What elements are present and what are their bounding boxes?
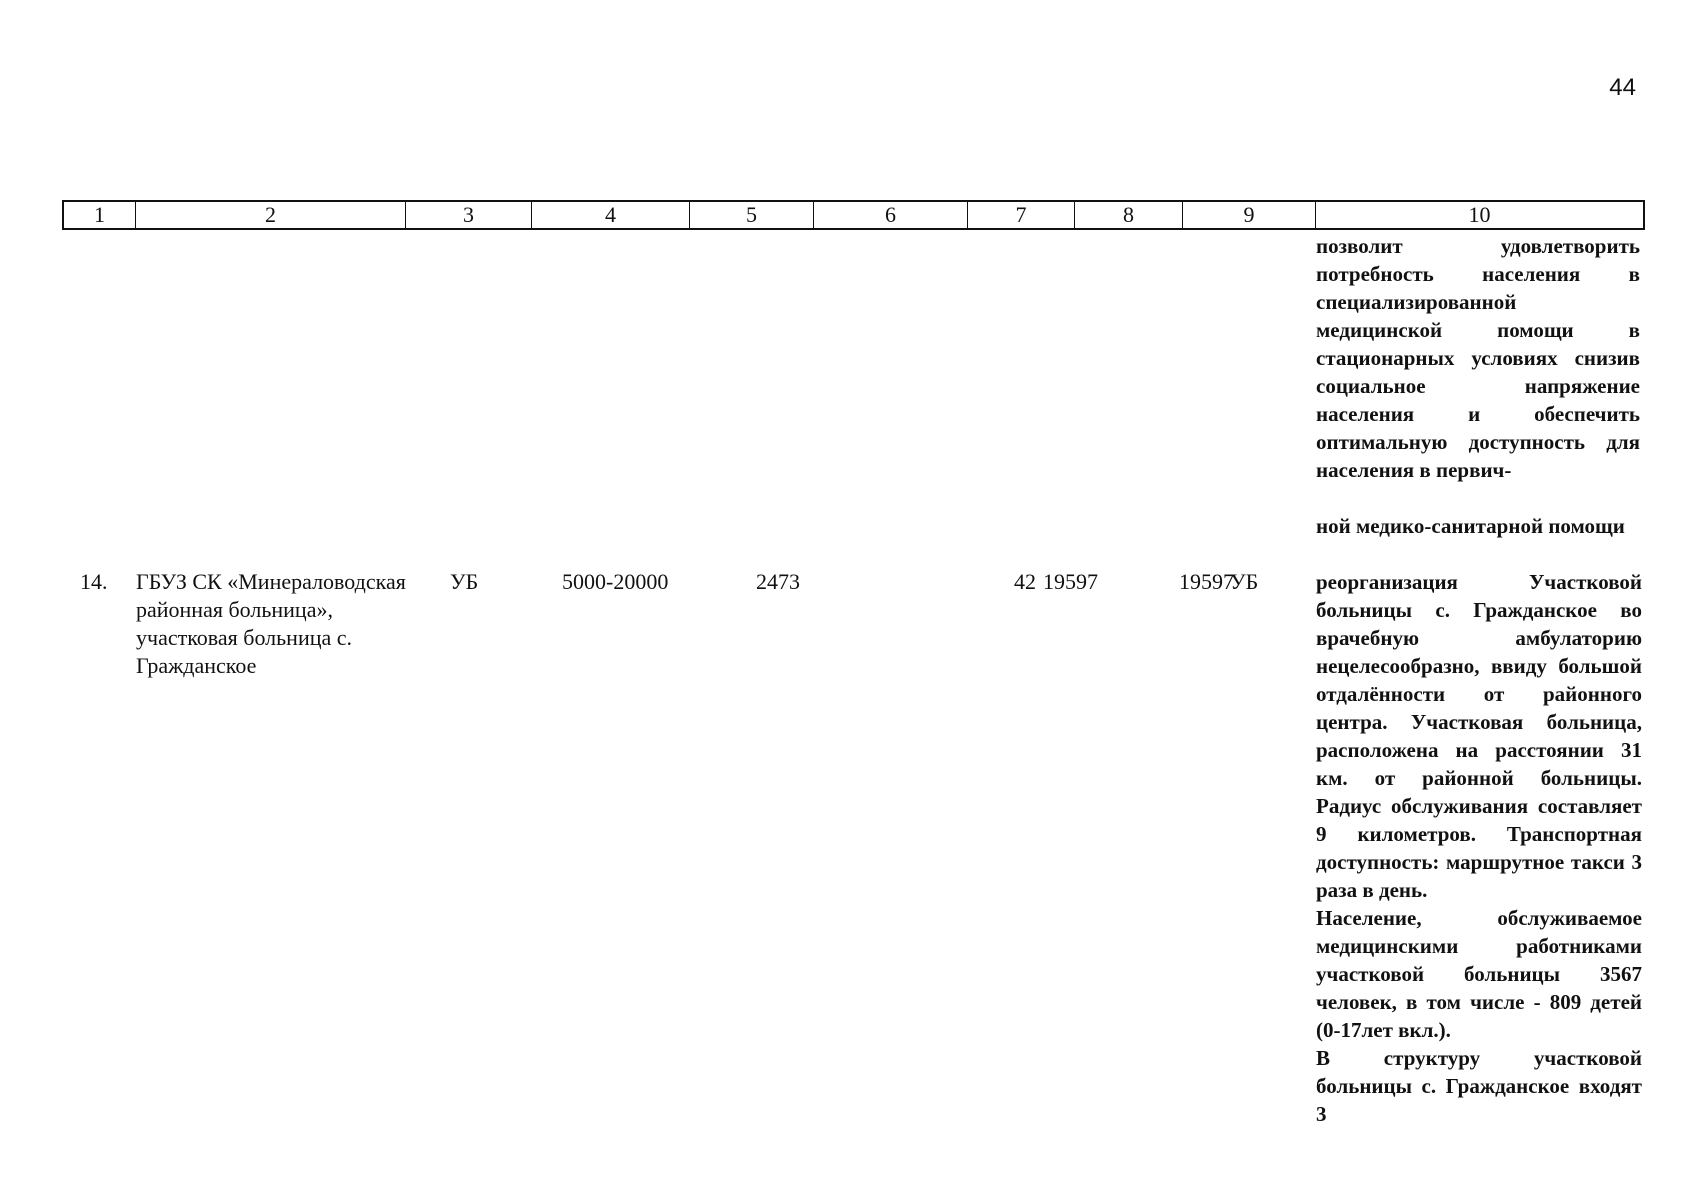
population-range: 5000-20000 [562, 569, 669, 594]
col5-value: 2473 [756, 569, 800, 594]
column-header-10: 10 [1468, 202, 1491, 227]
description-paragraph: В структуру участковой больницы с. Гражданское входят 3 [1316, 1046, 1642, 1126]
column-header-2: 2 [136, 202, 406, 228]
facility-description [1316, 568, 1642, 1128]
continuation-paragraph: ной медико-санитарной помощи [1316, 514, 1625, 538]
continuation-text [1316, 232, 1640, 540]
column-header-3: 3 [406, 202, 532, 228]
facility-name: ГБУЗ СК «Минераловодская районная больница», участковая больница с. Гражданское [136, 569, 406, 678]
page-number: 44 [1609, 74, 1636, 101]
description-paragraph: Население, обслуживаемое медицинскими работниками участковой больницы 3567 человек, в том числе - 809 детей (0-17лет вкл.). [1316, 906, 1642, 1042]
column-header-9: 9 [1183, 202, 1316, 228]
col9-value: УБ [1230, 569, 1259, 594]
row-number: 14. [80, 569, 108, 594]
column-header-4: 4 [532, 202, 690, 228]
col6-value: 42 [1014, 569, 1036, 594]
column-header-1: 1 [64, 202, 136, 228]
column-header-7: 7 [968, 202, 1075, 228]
continuation-paragraph: позволит удовлетворить потребность населения в специализированной медицинской помощи в стационарных условиях снизив социальное напряжение населения и обеспечить оптимальную доступность для населения в первич- [1316, 234, 1640, 482]
description-paragraph: реорганизация Участковой больницы с. Гражданское во врачебную амбулаторию нецелесообразно, ввиду большой отдалённости от районного центра. Участковая больница, расположена на расстоянии 31 км. от районной больницы. Радиус обслуживания составляет 9 километров. Транспортная доступность: маршрутное такси 3 раза в день. [1316, 570, 1642, 902]
col8-value: 19597 [1179, 569, 1234, 594]
column-header-8: 8 [1075, 202, 1183, 228]
col7-value: 19597 [1043, 569, 1098, 594]
column-header-6: 6 [814, 202, 968, 228]
column-header-5: 5 [690, 202, 814, 228]
facility-type: УБ [450, 569, 479, 594]
table-header-row [62, 200, 1645, 230]
